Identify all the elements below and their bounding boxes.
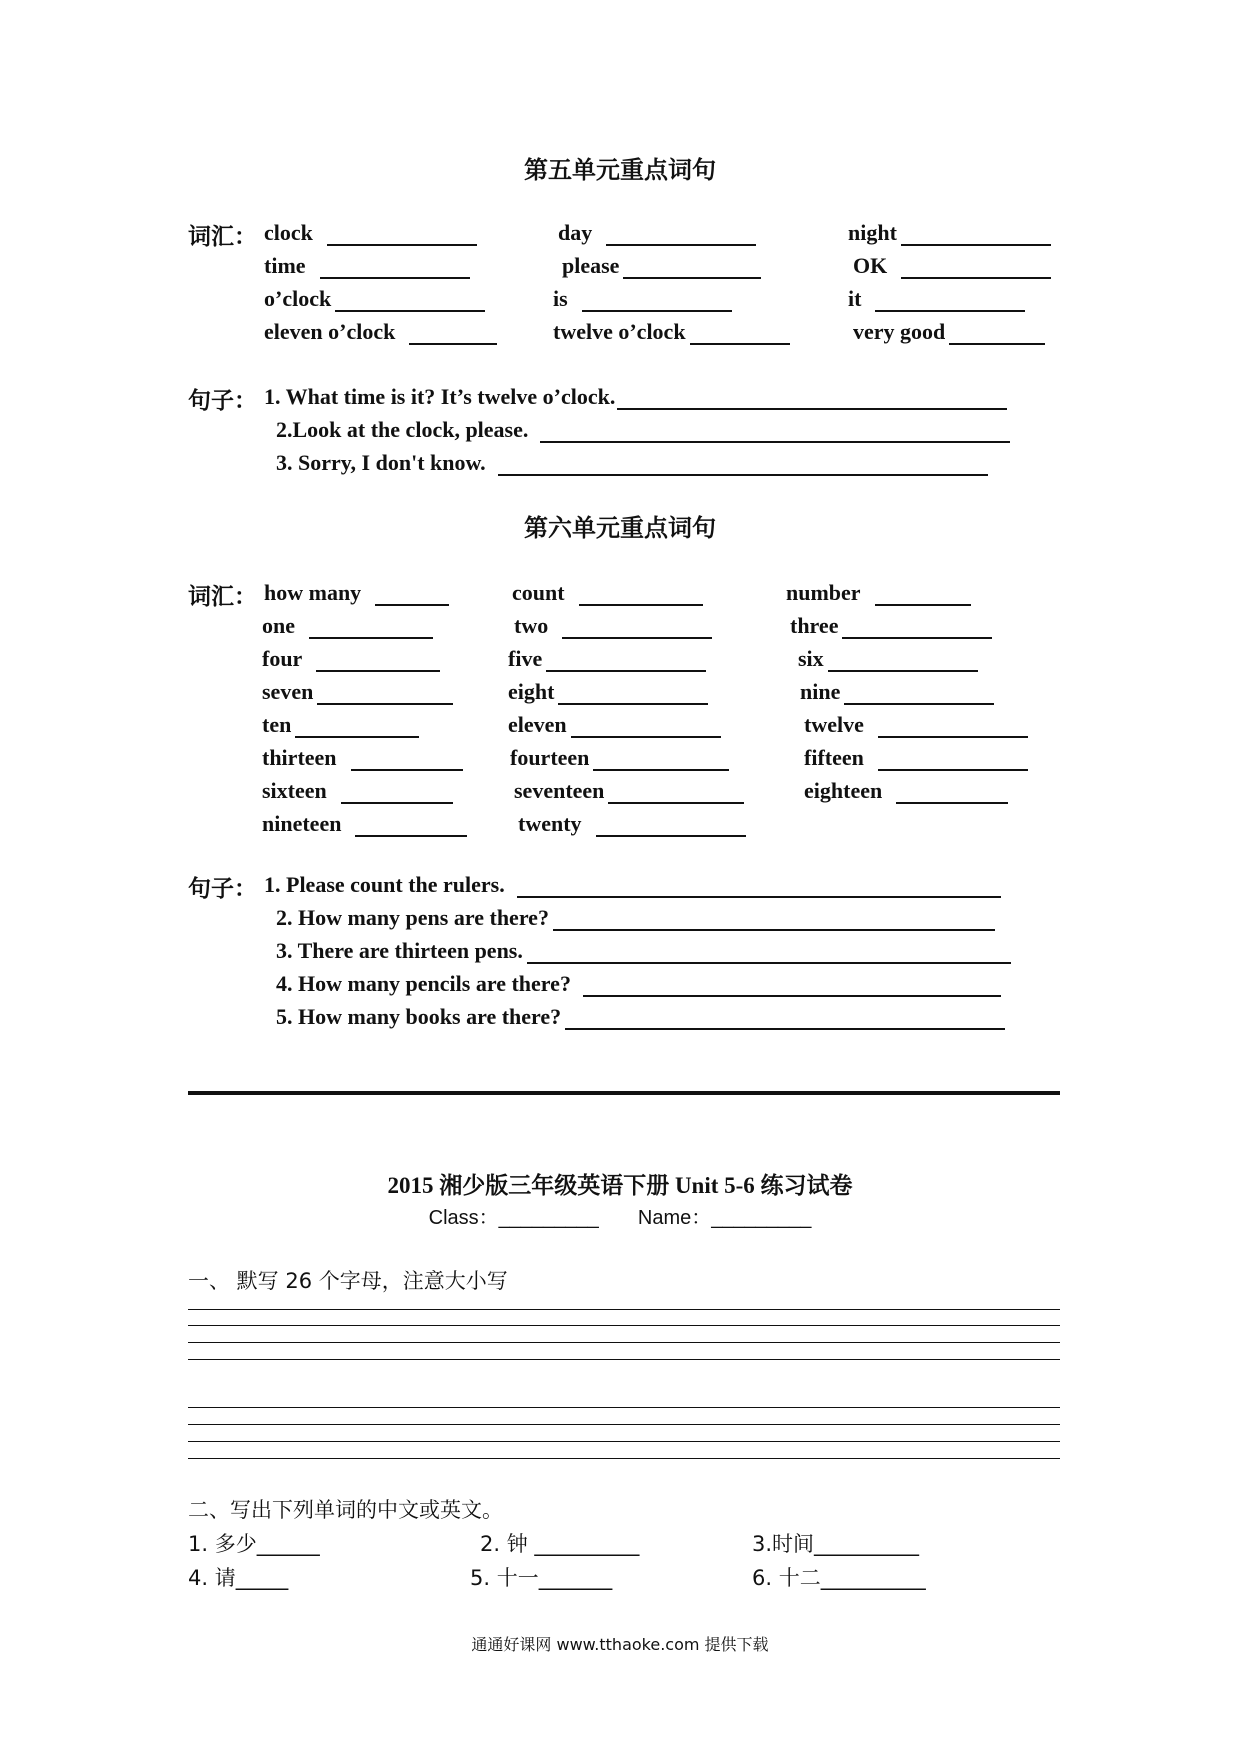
- vocab-word: number: [786, 580, 861, 605]
- vocab-item: [790, 609, 992, 639]
- vocab-item: [508, 708, 721, 738]
- q2-item: 6. 十二__________: [752, 1566, 926, 1590]
- vocab-word: eleven: [508, 712, 567, 737]
- sentence-text: 3. Sorry, I don't know.: [276, 450, 486, 475]
- answer-blank: [540, 419, 1010, 443]
- vocab-item: [800, 675, 994, 705]
- vocab-item: [262, 642, 440, 672]
- answer-blank: [623, 255, 761, 279]
- writing-line: [188, 1342, 1060, 1343]
- answer-blank: [878, 747, 1028, 771]
- name-field: Name：_________: [637, 1207, 812, 1229]
- sentence-text: 2. How many pens are there?: [276, 905, 549, 930]
- answer-blank: [517, 874, 1001, 898]
- unit6-sentence-label: 句子：: [188, 876, 257, 901]
- q2-item: 3.时间__________: [752, 1532, 920, 1556]
- sentence-item: [276, 1000, 1005, 1030]
- vocab-word: one: [262, 613, 295, 638]
- vocab-item: [262, 708, 419, 738]
- answer-blank: [828, 648, 978, 672]
- answer-blank: [582, 288, 732, 312]
- question-1: 一、 默写 26 个字母，注意大小写: [188, 1269, 508, 1293]
- writing-line: [188, 1359, 1060, 1360]
- vocab-word: eight: [508, 679, 555, 704]
- vocab-word: nineteen: [262, 811, 342, 836]
- vocab-word: fifteen: [804, 745, 864, 770]
- answer-blank: [593, 747, 729, 771]
- q2-item: 1. 多少______: [188, 1532, 320, 1556]
- vocab-item: [262, 774, 453, 804]
- answer-blank: [878, 714, 1028, 738]
- answer-blank: [565, 1006, 1005, 1030]
- vocab-word: twelve: [804, 712, 864, 737]
- section-divider: [188, 1091, 1060, 1095]
- vocab-word: seven: [262, 679, 314, 704]
- vocab-word: six: [798, 646, 824, 671]
- vocab-item: [262, 675, 453, 705]
- unit5-vocab-label: 词汇：: [188, 224, 257, 249]
- answer-blank: [316, 648, 440, 672]
- q2-item: 5. 十一_______: [470, 1566, 613, 1590]
- vocab-item: [262, 741, 463, 771]
- answer-blank: [335, 288, 485, 312]
- answer-blank: [844, 681, 994, 705]
- vocab-item: [786, 576, 971, 606]
- vocab-word: OK: [853, 253, 888, 278]
- sentence-item: [264, 868, 1001, 898]
- vocab-word: time: [264, 253, 306, 278]
- answer-blank: [901, 255, 1051, 279]
- answer-blank: [309, 615, 433, 639]
- writing-line: [188, 1325, 1060, 1326]
- vocab-item: [553, 315, 790, 345]
- page-footer: 通通好课网 www.tthaoke.com 提供下载: [471, 1635, 769, 1654]
- sentence-item: [276, 901, 995, 931]
- answer-blank: [875, 288, 1025, 312]
- answer-blank: [842, 615, 992, 639]
- vocab-item: [798, 642, 978, 672]
- vocab-item: [514, 609, 712, 639]
- sentence-text: 4. How many pencils are there?: [276, 971, 571, 996]
- vocab-item: [264, 282, 485, 312]
- answer-blank: [875, 582, 971, 606]
- sentence-text: 2.Look at the clock, please.: [276, 417, 529, 442]
- vocab-item: [853, 249, 1051, 279]
- sentence-item: [276, 413, 1010, 443]
- vocab-word: very good: [853, 319, 946, 344]
- answer-blank: [579, 582, 703, 606]
- vocab-item: [553, 282, 732, 312]
- writing-line: [188, 1407, 1060, 1408]
- vocab-word: eleven o’clock: [264, 319, 396, 344]
- vocab-item: [262, 609, 433, 639]
- vocab-item: [518, 807, 746, 837]
- vocab-word: it: [848, 286, 862, 311]
- sentence-item: [264, 380, 1007, 410]
- vocab-word: eighteen: [804, 778, 883, 803]
- vocab-item: [508, 675, 708, 705]
- vocab-word: sixteen: [262, 778, 327, 803]
- vocab-word: thirteen: [262, 745, 337, 770]
- answer-blank: [896, 780, 1008, 804]
- answer-blank: [527, 940, 1011, 964]
- sentence-item: [276, 934, 1011, 964]
- vocab-item: [853, 315, 1045, 345]
- answer-blank: [327, 222, 477, 246]
- writing-line: [188, 1441, 1060, 1442]
- answer-blank: [562, 615, 712, 639]
- answer-blank: [606, 222, 756, 246]
- vocab-word: nine: [800, 679, 841, 704]
- answer-blank: [498, 452, 988, 476]
- exam-header-fields: [0, 1201, 1240, 1230]
- vocab-word: please: [562, 253, 620, 278]
- vocab-word: clock: [264, 220, 313, 245]
- sentence-item: [276, 967, 1001, 997]
- vocab-item: [804, 708, 1028, 738]
- vocab-word: ten: [262, 712, 292, 737]
- sentence-text: 3. There are thirteen pens.: [276, 938, 523, 963]
- question-2: 二、写出下列单词的中文或英文。: [188, 1498, 503, 1522]
- vocab-word: seventeen: [514, 778, 605, 803]
- vocab-item: [264, 249, 470, 279]
- unit6-title: 第六单元重点词句: [524, 516, 716, 542]
- answer-blank: [608, 780, 744, 804]
- vocab-word: two: [514, 613, 549, 638]
- answer-blank: [617, 386, 1007, 410]
- answer-blank: [583, 973, 1001, 997]
- answer-blank: [295, 714, 419, 738]
- vocab-item: [510, 741, 729, 771]
- vocab-item: [848, 216, 1051, 246]
- vocab-word: how many: [264, 580, 362, 605]
- unit5-sentence-label: 句子：: [188, 388, 257, 413]
- unit5-title: 第五单元重点词句: [524, 158, 716, 184]
- vocab-item: [562, 249, 761, 279]
- vocab-word: fourteen: [510, 745, 590, 770]
- answer-blank: [571, 714, 721, 738]
- vocab-word: o’clock: [264, 286, 332, 311]
- answer-blank: [375, 582, 449, 606]
- vocab-word: day: [558, 220, 593, 245]
- vocab-word: is: [553, 286, 568, 311]
- vocab-item: [508, 642, 706, 672]
- answer-blank: [949, 321, 1045, 345]
- sentence-text: 1. Please count the rulers.: [264, 872, 505, 897]
- q2-item: 2. 钟 __________: [480, 1532, 640, 1556]
- vocab-item: [264, 315, 497, 345]
- answer-blank: [320, 255, 470, 279]
- answer-blank: [553, 907, 995, 931]
- class-field: Class：_________: [428, 1207, 599, 1229]
- answer-blank: [558, 681, 708, 705]
- writing-line: [188, 1309, 1060, 1310]
- vocab-word: five: [508, 646, 543, 671]
- q2-item: 4. 请_____: [188, 1566, 289, 1590]
- answer-blank: [901, 222, 1051, 246]
- vocab-word: twelve o’clock: [553, 319, 686, 344]
- answer-blank: [596, 813, 746, 837]
- writing-line: [188, 1424, 1060, 1425]
- vocab-item: [514, 774, 744, 804]
- answer-blank: [351, 747, 463, 771]
- vocab-word: four: [262, 646, 303, 671]
- answer-blank: [690, 321, 790, 345]
- sentence-text: 1. What time is it? It’s twelve o’clock.: [264, 384, 616, 409]
- answer-blank: [355, 813, 467, 837]
- vocab-word: twenty: [518, 811, 582, 836]
- writing-line: [188, 1458, 1060, 1459]
- vocab-word: count: [512, 580, 565, 605]
- sentence-item: [276, 446, 988, 476]
- vocab-word: night: [848, 220, 897, 245]
- answer-blank: [409, 321, 497, 345]
- vocab-item: [264, 216, 477, 246]
- unit6-vocab-label: 词汇：: [188, 584, 257, 609]
- answer-blank: [341, 780, 453, 804]
- vocab-item: [512, 576, 703, 606]
- vocab-word: three: [790, 613, 839, 638]
- exam-title: 2015 湘少版三年级英语下册 Unit 5-6 练习试卷: [387, 1173, 853, 1198]
- vocab-item: [262, 807, 467, 837]
- sentence-text: 5. How many books are there?: [276, 1004, 562, 1029]
- answer-blank: [317, 681, 453, 705]
- answer-blank: [546, 648, 706, 672]
- vocab-item: [804, 774, 1008, 804]
- vocab-item: [264, 576, 449, 606]
- vocab-item: [804, 741, 1028, 771]
- vocab-item: [558, 216, 756, 246]
- vocab-item: [848, 282, 1025, 312]
